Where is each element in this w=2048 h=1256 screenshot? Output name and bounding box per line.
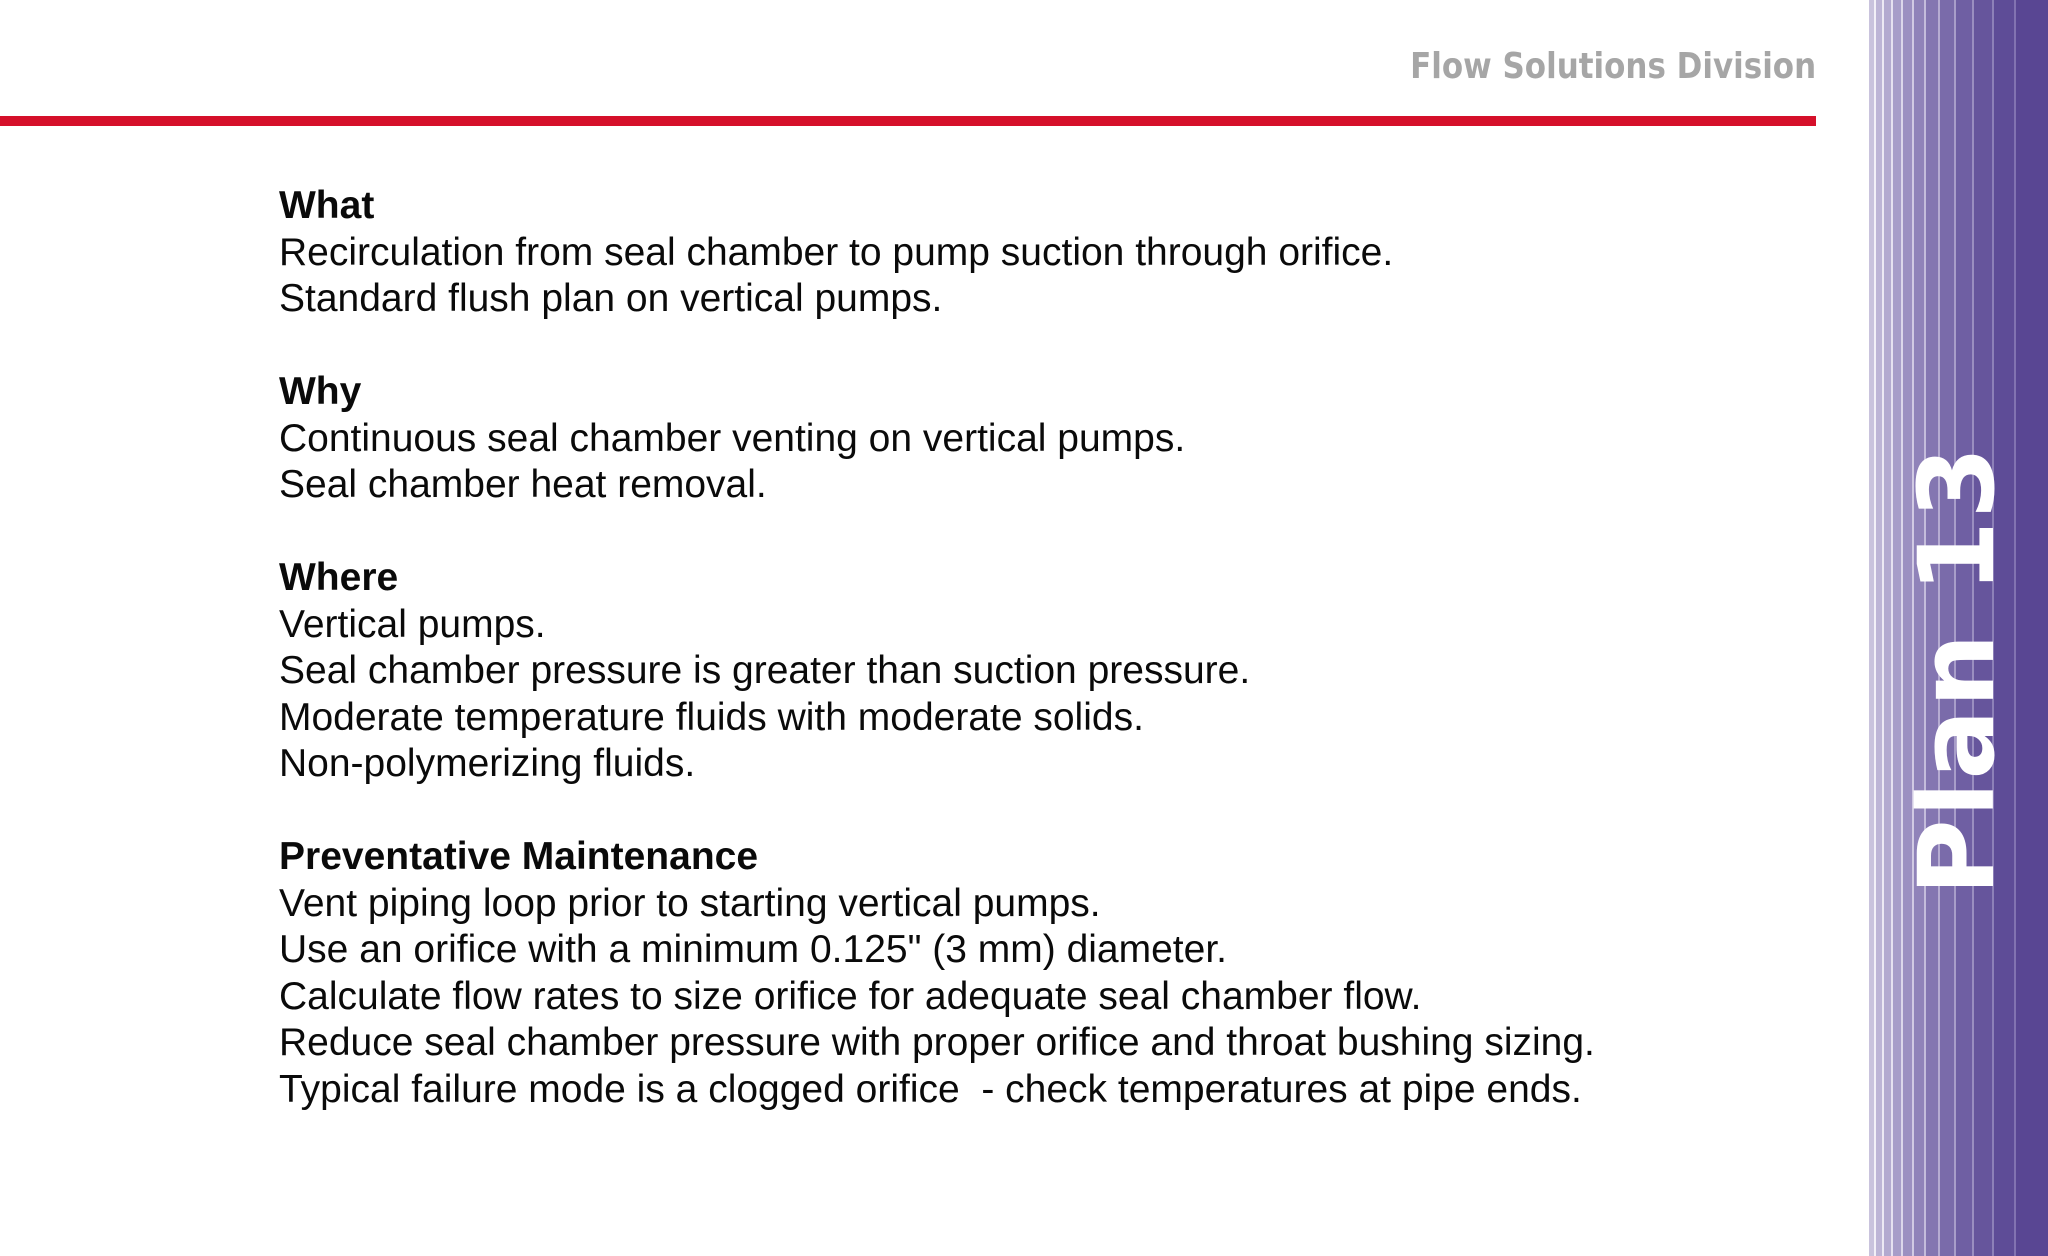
text-line: Standard flush plan on vertical pumps. xyxy=(279,277,943,320)
text-line: Vent piping loop prior to starting vertical pumps. xyxy=(279,881,1101,925)
section-heading: Where xyxy=(279,556,399,599)
section-heading: Preventative Maintenance xyxy=(279,835,759,878)
slide-content xyxy=(279,183,1799,1160)
text-line: Moderate temperature fluids with moderate solids. xyxy=(279,695,1144,739)
text-line: Continuous seal chamber venting on vertical pumps. xyxy=(279,416,1186,460)
section-preventative-maintenance xyxy=(279,834,1799,1113)
plan-label: Plan 13 xyxy=(1896,444,2018,896)
text-line: Use an orifice with a minimum 0.125" (3 mm) diameter. xyxy=(279,928,1227,971)
header-divider xyxy=(0,116,1816,126)
text-line: Seal chamber pressure is greater than suction pressure. xyxy=(279,649,1251,692)
section-where xyxy=(279,555,1799,788)
section-heading: Why xyxy=(279,370,362,413)
text-line: Reduce seal chamber pressure with proper orifice and throat bushing sizing. xyxy=(279,1021,1595,1064)
text-line: Calculate flow rates to size orifice for adequate seal chamber flow. xyxy=(279,974,1422,1018)
division-title: Flow Solutions Division xyxy=(1409,46,1816,87)
text-line: Non-polymerizing fluids. xyxy=(279,742,696,785)
section-why xyxy=(279,369,1799,509)
text-line: Recirculation from seal chamber to pump suction through orifice. xyxy=(279,230,1394,274)
section-heading: What xyxy=(279,184,375,227)
text-line: Seal chamber heat removal. xyxy=(279,463,767,506)
text-line: Typical failure mode is a clogged orifice - check temperatures at pipe ends. xyxy=(279,1067,1582,1111)
text-line: Vertical pumps. xyxy=(279,602,546,646)
section-what xyxy=(279,183,1799,323)
